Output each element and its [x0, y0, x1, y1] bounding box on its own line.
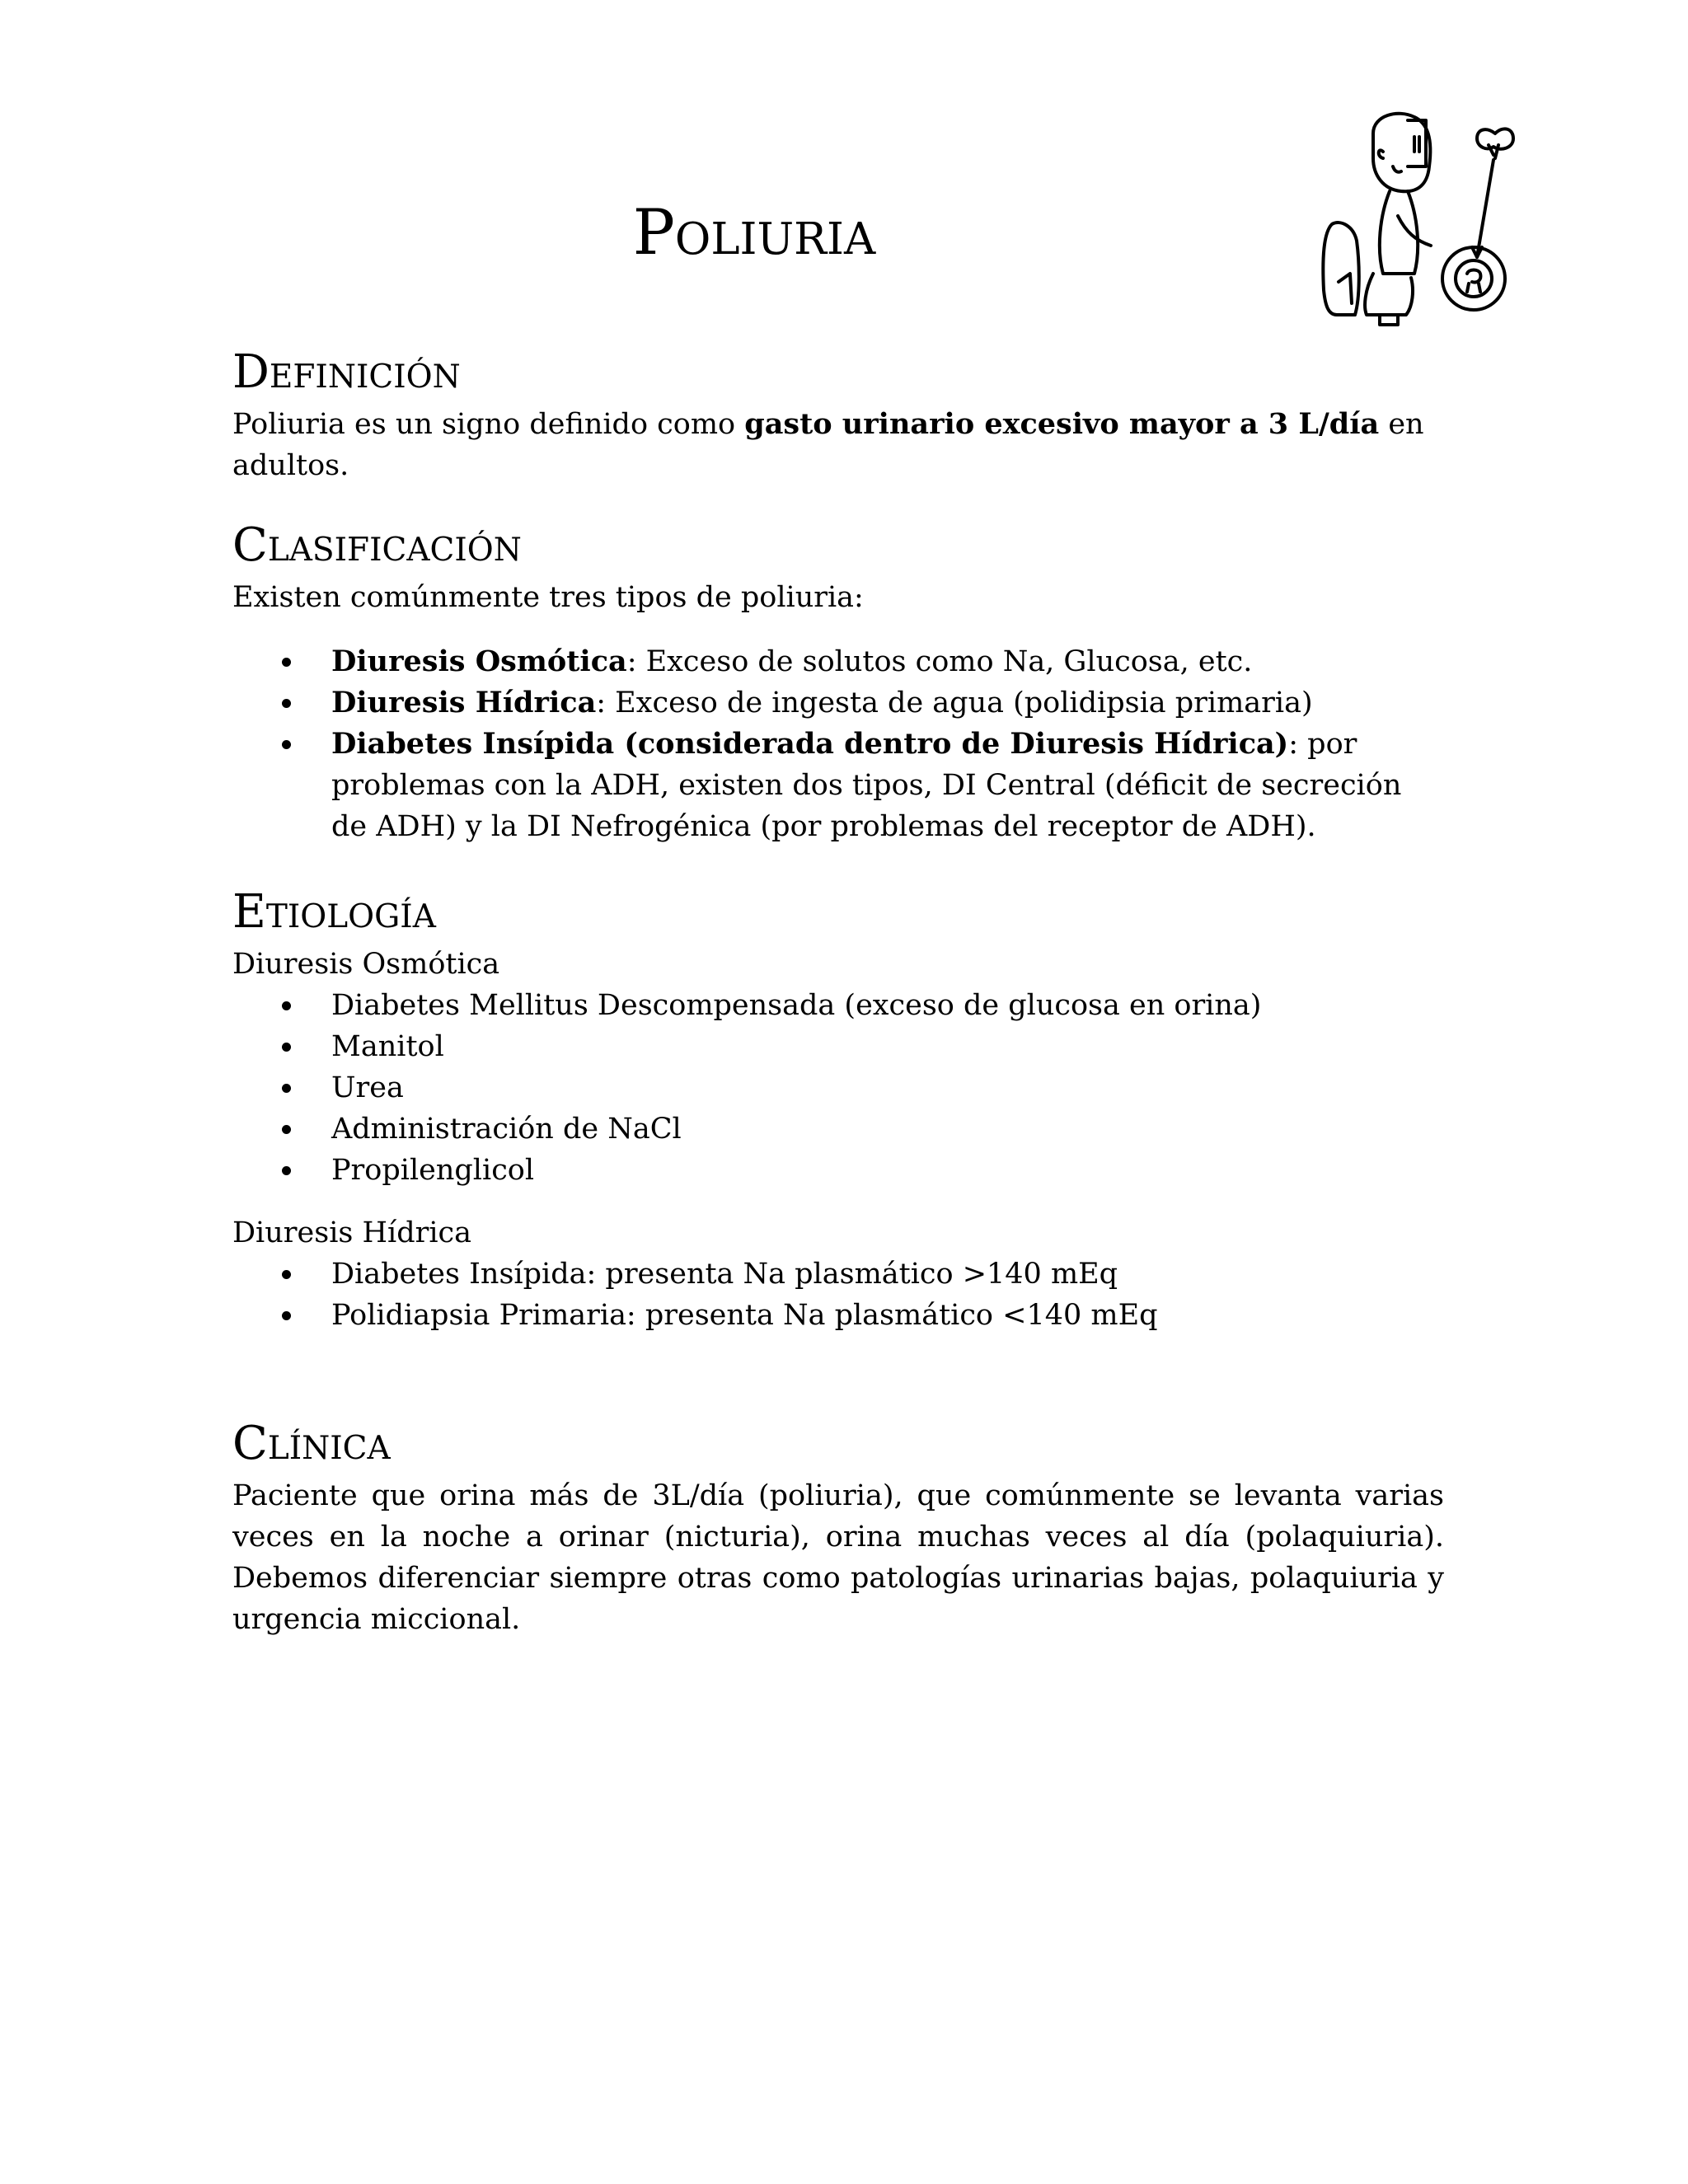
- section-definicion: [232, 346, 1444, 486]
- list-item: [232, 641, 1444, 682]
- hidrica-list: [232, 1254, 1444, 1336]
- section-clinica: [232, 1418, 1444, 1640]
- text-segment: Poliuria es un signo definido como: [232, 408, 745, 442]
- list-item: Urea: [232, 1067, 1444, 1108]
- clinical-text: Paciente que orina más de 3L/día (poliuria), que comúnmente se levanta varias veces en la noche a orinar (nicturia), orina muchas veces al día (polaquiuria). Debemos diferenciar siempre otras como patologías urinarias bajas, polaquiuria y urgencia miccional.: [232, 1479, 1444, 1637]
- section-clasificacion: [232, 519, 1444, 847]
- definition-text: [232, 404, 1444, 486]
- list-item: Manitol: [232, 1026, 1444, 1067]
- item-text: : Exceso de ingesta de agua (polidipsia primaria): [596, 687, 1313, 720]
- page-title: Poliuria: [632, 195, 876, 269]
- text-bold-segment: gasto urinario excesivo mayor a 3 L/día: [744, 407, 1380, 442]
- item-text: : por problemas con la ADH, existen dos tipos, DI Central (déficit de secreción de ADH) y la DI Nefrogénica (por problemas del receptor de ADH).: [331, 728, 1402, 844]
- section-intro: Existen comúnmente tres tipos de poliuria:: [232, 581, 864, 615]
- item-text: : Exceso de solutos como Na, Glucosa, etc.: [626, 645, 1253, 679]
- text-segment: en adultos.: [232, 408, 1424, 483]
- subsection-label: Diuresis Hídrica: [232, 1216, 471, 1250]
- list-item: Diabetes Insípida: presenta Na plasmático >140 mEq: [232, 1254, 1444, 1295]
- person-on-toilet-drawing-icon: [1315, 109, 1538, 364]
- section-heading: Definición: [232, 345, 461, 399]
- list-item: Polidiapsia Primaria: presenta Na plasmático <140 mEq: [232, 1295, 1444, 1336]
- section-heading: Clasificación: [232, 518, 522, 572]
- list-item: Propilenglicol: [232, 1150, 1444, 1191]
- list-item: Administración de NaCl: [232, 1108, 1444, 1150]
- item-term: Diuresis Osmótica: [331, 644, 627, 679]
- osmotica-list: [232, 985, 1444, 1191]
- list-item: [232, 724, 1444, 847]
- item-term: Diabetes Insípida (considerada dentro de Diuresis Hídrica): [331, 727, 1289, 762]
- list-item: Diabetes Mellitus Descompensada (exceso de glucosa en orina): [232, 985, 1444, 1026]
- item-term: Diuresis Hídrica: [331, 686, 597, 720]
- section-heading: Etiología: [232, 885, 436, 939]
- classification-list: [232, 641, 1444, 847]
- section-heading: Clínica: [232, 1417, 391, 1470]
- section-etiologia: [232, 886, 1444, 1336]
- list-item: [232, 682, 1444, 724]
- subsection-label: Diuresis Osmótica: [232, 948, 500, 982]
